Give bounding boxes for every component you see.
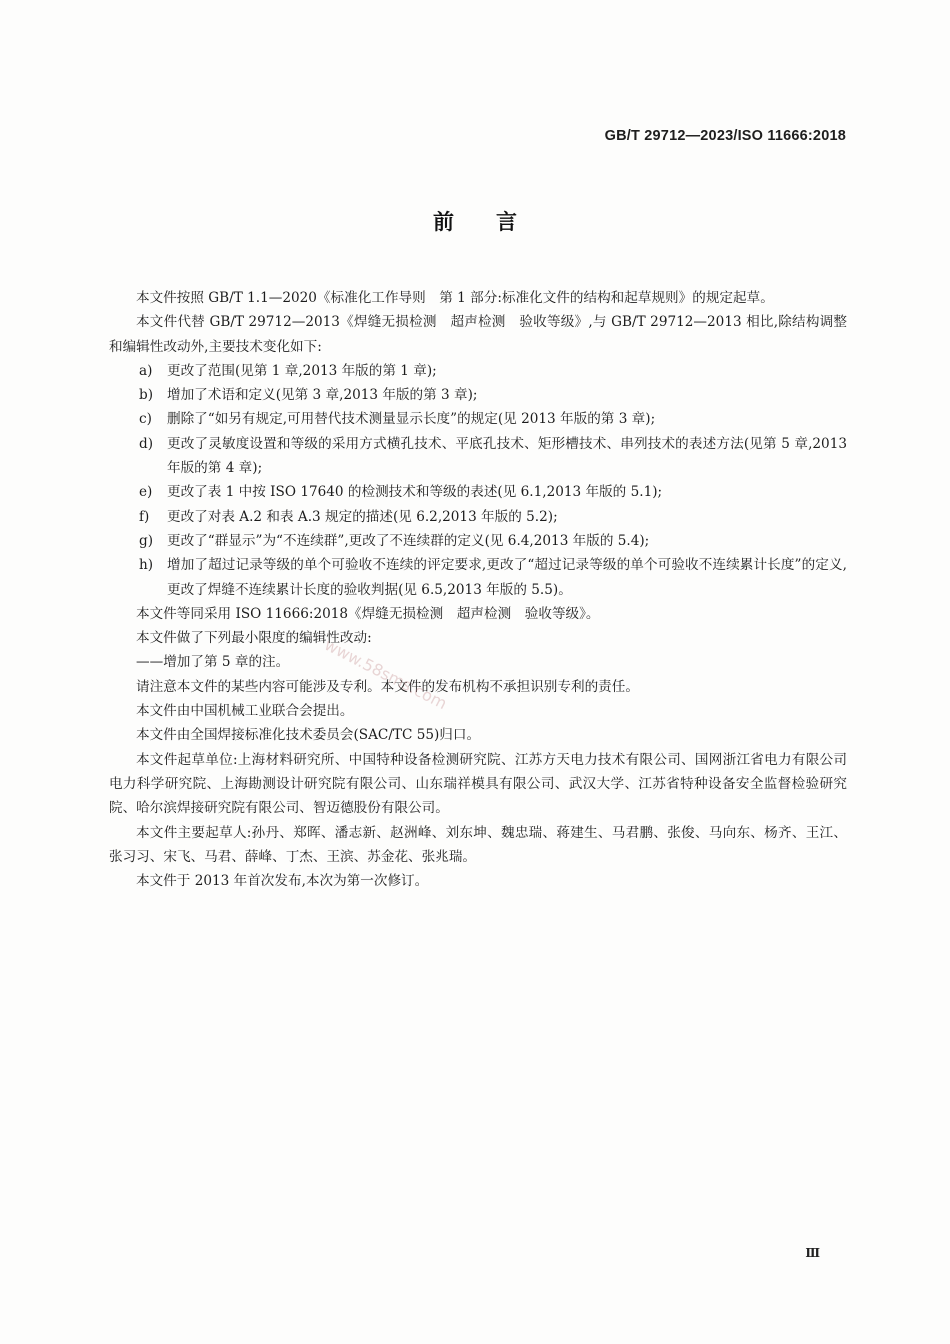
list-item [109, 383, 847, 407]
list-marker: d) [139, 435, 154, 452]
paragraph-drafters: 本文件主要起草人:孙丹、郑晖、潘志新、赵洲峰、刘东坤、魏忠瑞、蒋建生、马君鹏、张俊、马向东、杨齐、王江、张习习、宋飞、马君、薛峰、丁杰、王滨、苏金花、张兆瑞。 [109, 824, 847, 865]
list-marker: f) [139, 508, 150, 525]
list-item-text: 更改了对表 A.2 和表 A.3 规定的描述(见 6.2,2013 年版的 5.2); [167, 508, 558, 525]
list-item [109, 553, 847, 602]
paragraph-editorial-changes: 本文件做了下列最小限度的编辑性改动: [136, 630, 372, 647]
list-item-text: 增加了超过记录等级的单个可验收不连续的评定要求,更改了“超过记录等级的单个可验收不连续累计长度”的定义,更改了焊缝不连续累计长度的验收判据(见 6.5,2013 年版的 5.5)。 [167, 557, 847, 598]
list-item [109, 505, 847, 529]
list-item [109, 359, 847, 383]
list-item [109, 407, 847, 431]
list-marker: b) [139, 387, 154, 404]
paragraph-proposed-by: 本文件由中国机械工业联合会提出。 [136, 703, 354, 720]
paragraph-revision-history: 本文件于 2013 年首次发布,本次为第一次修订。 [136, 873, 429, 890]
list-marker: h) [139, 557, 154, 574]
list-item-text: 更改了灵敏度设置和等级的采用方式横孔技术、平底孔技术、矩形槽技术、串列技术的表述方法(见第 5 章,2013 年版的第 4 章); [167, 435, 847, 477]
foreword-body [109, 286, 847, 893]
paragraph-identical-adoption: 本文件等同采用 ISO 11666:2018《焊缝无损检测 超声检测 验收等级》。 [136, 605, 600, 622]
list-item [109, 480, 847, 504]
list-item-text: 删除了“如另有规定,可用替代技术测量显示长度”的规定(见 2013 年版的第 3 章); [167, 411, 656, 428]
list-item-text: 增加了术语和定义(见第 3 章,2013 年版的第 3 章); [167, 387, 478, 404]
paragraph-patent-notice: 请注意本文件的某些内容可能涉及专利。本文件的发布机构不承担识别专利的责任。 [136, 678, 639, 695]
changes-list [109, 359, 847, 602]
list-marker: e) [139, 484, 153, 501]
paragraph-under-jurisdiction: 本文件由全国焊接标准化技术委员会(SAC/TC 55)归口。 [136, 727, 481, 744]
page-number: Ⅲ [805, 1246, 819, 1260]
list-marker: g) [139, 532, 154, 549]
paragraph-drafting-units: 本文件起草单位:上海材料研究所、中国特种设备检测研究院、江苏方天电力技术有限公司、国网浙江省电力有限公司电力科学研究院、上海勘测设计研究院有限公司、山东瑞祥模具有限公司、武汉大学、江苏省特种设备安全监督检验研究院、哈尔滨焊接研究院有限公司、智迈德股份有限公司。 [109, 751, 847, 817]
list-item [109, 529, 847, 553]
list-item-text: 更改了范围(见第 1 章,2013 年版的第 1 章); [167, 362, 437, 379]
dash-list-item: ——增加了第 5 章的注。 [136, 654, 290, 671]
list-item-text: 更改了“群显示”为“不连续群”,更改了不连续群的定义(见 6.4,2013 年版的 5.4); [167, 532, 650, 549]
watermark: www.58sms.com [321, 635, 451, 714]
paragraph-replaces: 本文件代替 GB/T 29712—2013《焊缝无损检测 超声检测 验收等级》,与 GB/T 29712—2013 相比,除结构调整和编辑性改动外,主要技术变化如下: [109, 314, 847, 355]
page-title: 前言 [433, 210, 559, 234]
list-marker: a) [139, 362, 153, 379]
standard-number: GB/T 29712—2023/ISO 11666:2018 [604, 128, 846, 144]
list-item [109, 432, 847, 481]
list-marker: c) [139, 411, 152, 428]
paragraph-drafting-rules: 本文件按照 GB/T 1.1—2020《标准化工作导则 第 1 部分:标准化文件的结构和起草规则》的规定起草。 [136, 290, 774, 306]
list-item-text: 更改了表 1 中按 ISO 17640 的检测技术和等级的表述(见 6.1,2013 年版的 5.1); [167, 484, 663, 501]
